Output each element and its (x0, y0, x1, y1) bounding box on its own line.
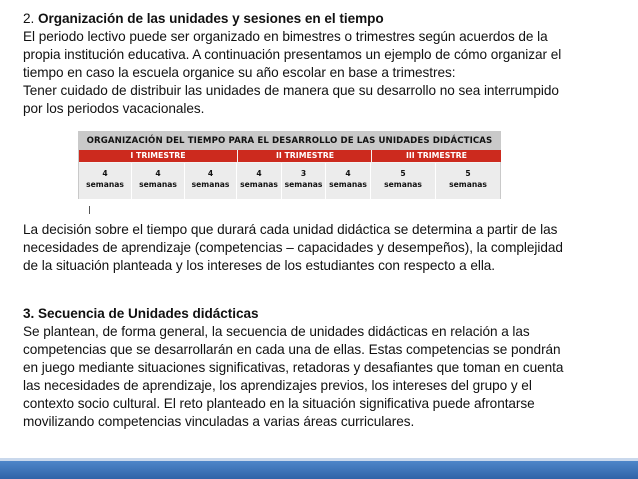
cell-weeks-unit: semanas (449, 180, 487, 189)
section-3-line: las necesidades de aprendizaje, los aprendizajes previos, los intereses del grupo y el (23, 378, 532, 393)
cell-weeks-unit: semanas (139, 180, 177, 189)
decision-line: necesidades de aprendizaje (competencias – capacidades y desempeños), la complejidad (23, 240, 563, 255)
section-2 (23, 10, 561, 118)
table-cell (371, 163, 436, 199)
table-cell (185, 163, 237, 199)
section-2-line: Tener cuidado de distribuir las unidades de manera que su desarrollo no sea interrumpido (23, 83, 559, 98)
table-cell (132, 163, 185, 199)
section-2-number: 2. (23, 11, 38, 26)
section-3-line: competencias que se desarrollarán en cada una de ellas. Estas competencias se pondrán (23, 342, 561, 357)
section-3-line: Se plantean, de forma general, la secuencia de unidades didácticas en relación a las (23, 324, 530, 339)
cell-weeks-unit: semanas (384, 180, 422, 189)
cell-weeks-unit: semanas (240, 180, 278, 189)
section-2-heading (23, 10, 561, 28)
cell-weeks-unit: semanas (86, 180, 124, 189)
footer-bar (0, 461, 638, 479)
cell-weeks-unit: semanas (191, 180, 230, 189)
cell-weeks-number: 5 (400, 169, 406, 178)
table-header-trimester-3: III TRIMESTRE (371, 150, 501, 162)
cell-weeks-number: 4 (155, 169, 161, 178)
cell-weeks-number: 4 (102, 169, 108, 178)
section-3-title: 3. Secuencia de Unidades didácticas (23, 306, 259, 321)
table-cell (326, 163, 371, 199)
cell-weeks-number: 3 (300, 169, 307, 178)
table-cell (282, 163, 326, 199)
section-2-line: por los periodos vacacionales. (23, 101, 205, 116)
section-2-line: El periodo lectivo puede ser organizado en bimestres o trimestres según acuerdos de la (23, 29, 548, 44)
cell-weeks-number: 4 (256, 169, 262, 178)
cell-weeks-number: 5 (465, 169, 471, 178)
section-3-line: movilizando competencias vinculadas a varias áreas curriculares. (23, 414, 415, 429)
table-image-artifact (89, 206, 90, 214)
section-2-title: Organización de las unidades y sesiones en el tiempo (37, 11, 384, 26)
decision-paragraph (23, 221, 563, 275)
section-2-line: tiempo en caso la escuela organice su año escolar en base a trimestres: (23, 65, 456, 80)
cell-weeks-unit: semanas (284, 180, 323, 189)
table-title: ORGANIZACIÓN DEL TIEMPO PARA EL DESARROLLO DE LAS UNIDADES DIDÁCTICAS (79, 132, 500, 150)
table-cell (436, 163, 500, 199)
table-header-trimester-2: II TRIMESTRE (237, 150, 372, 162)
table-header-trimester-1: I TRIMESTRE (79, 150, 237, 162)
section-3 (23, 305, 563, 431)
time-organization-table (78, 131, 501, 199)
table-cell (79, 163, 132, 199)
section-3-line: contexto socio cultural. El reto planteado en la situación significativa puede afrontarse (23, 396, 535, 411)
section-3-line: en juego mediante situaciones significativas, retadoras y desafiantes que toman en cuenta (23, 360, 564, 375)
section-2-line: propia institución educativa. A continuación presentamos un ejemplo de cómo organizar el (23, 47, 562, 62)
cell-weeks-unit: semanas (329, 180, 367, 189)
decision-line: de la situación planteada y los intereses de los estudiantes con respecto a ella. (23, 258, 496, 273)
table-cell (237, 163, 282, 199)
cell-weeks-number: 4 (345, 169, 351, 178)
decision-line: La decisión sobre el tiempo que durará cada unidad didáctica se determina a partir de las (23, 222, 558, 237)
cell-weeks-number: 4 (207, 169, 214, 178)
